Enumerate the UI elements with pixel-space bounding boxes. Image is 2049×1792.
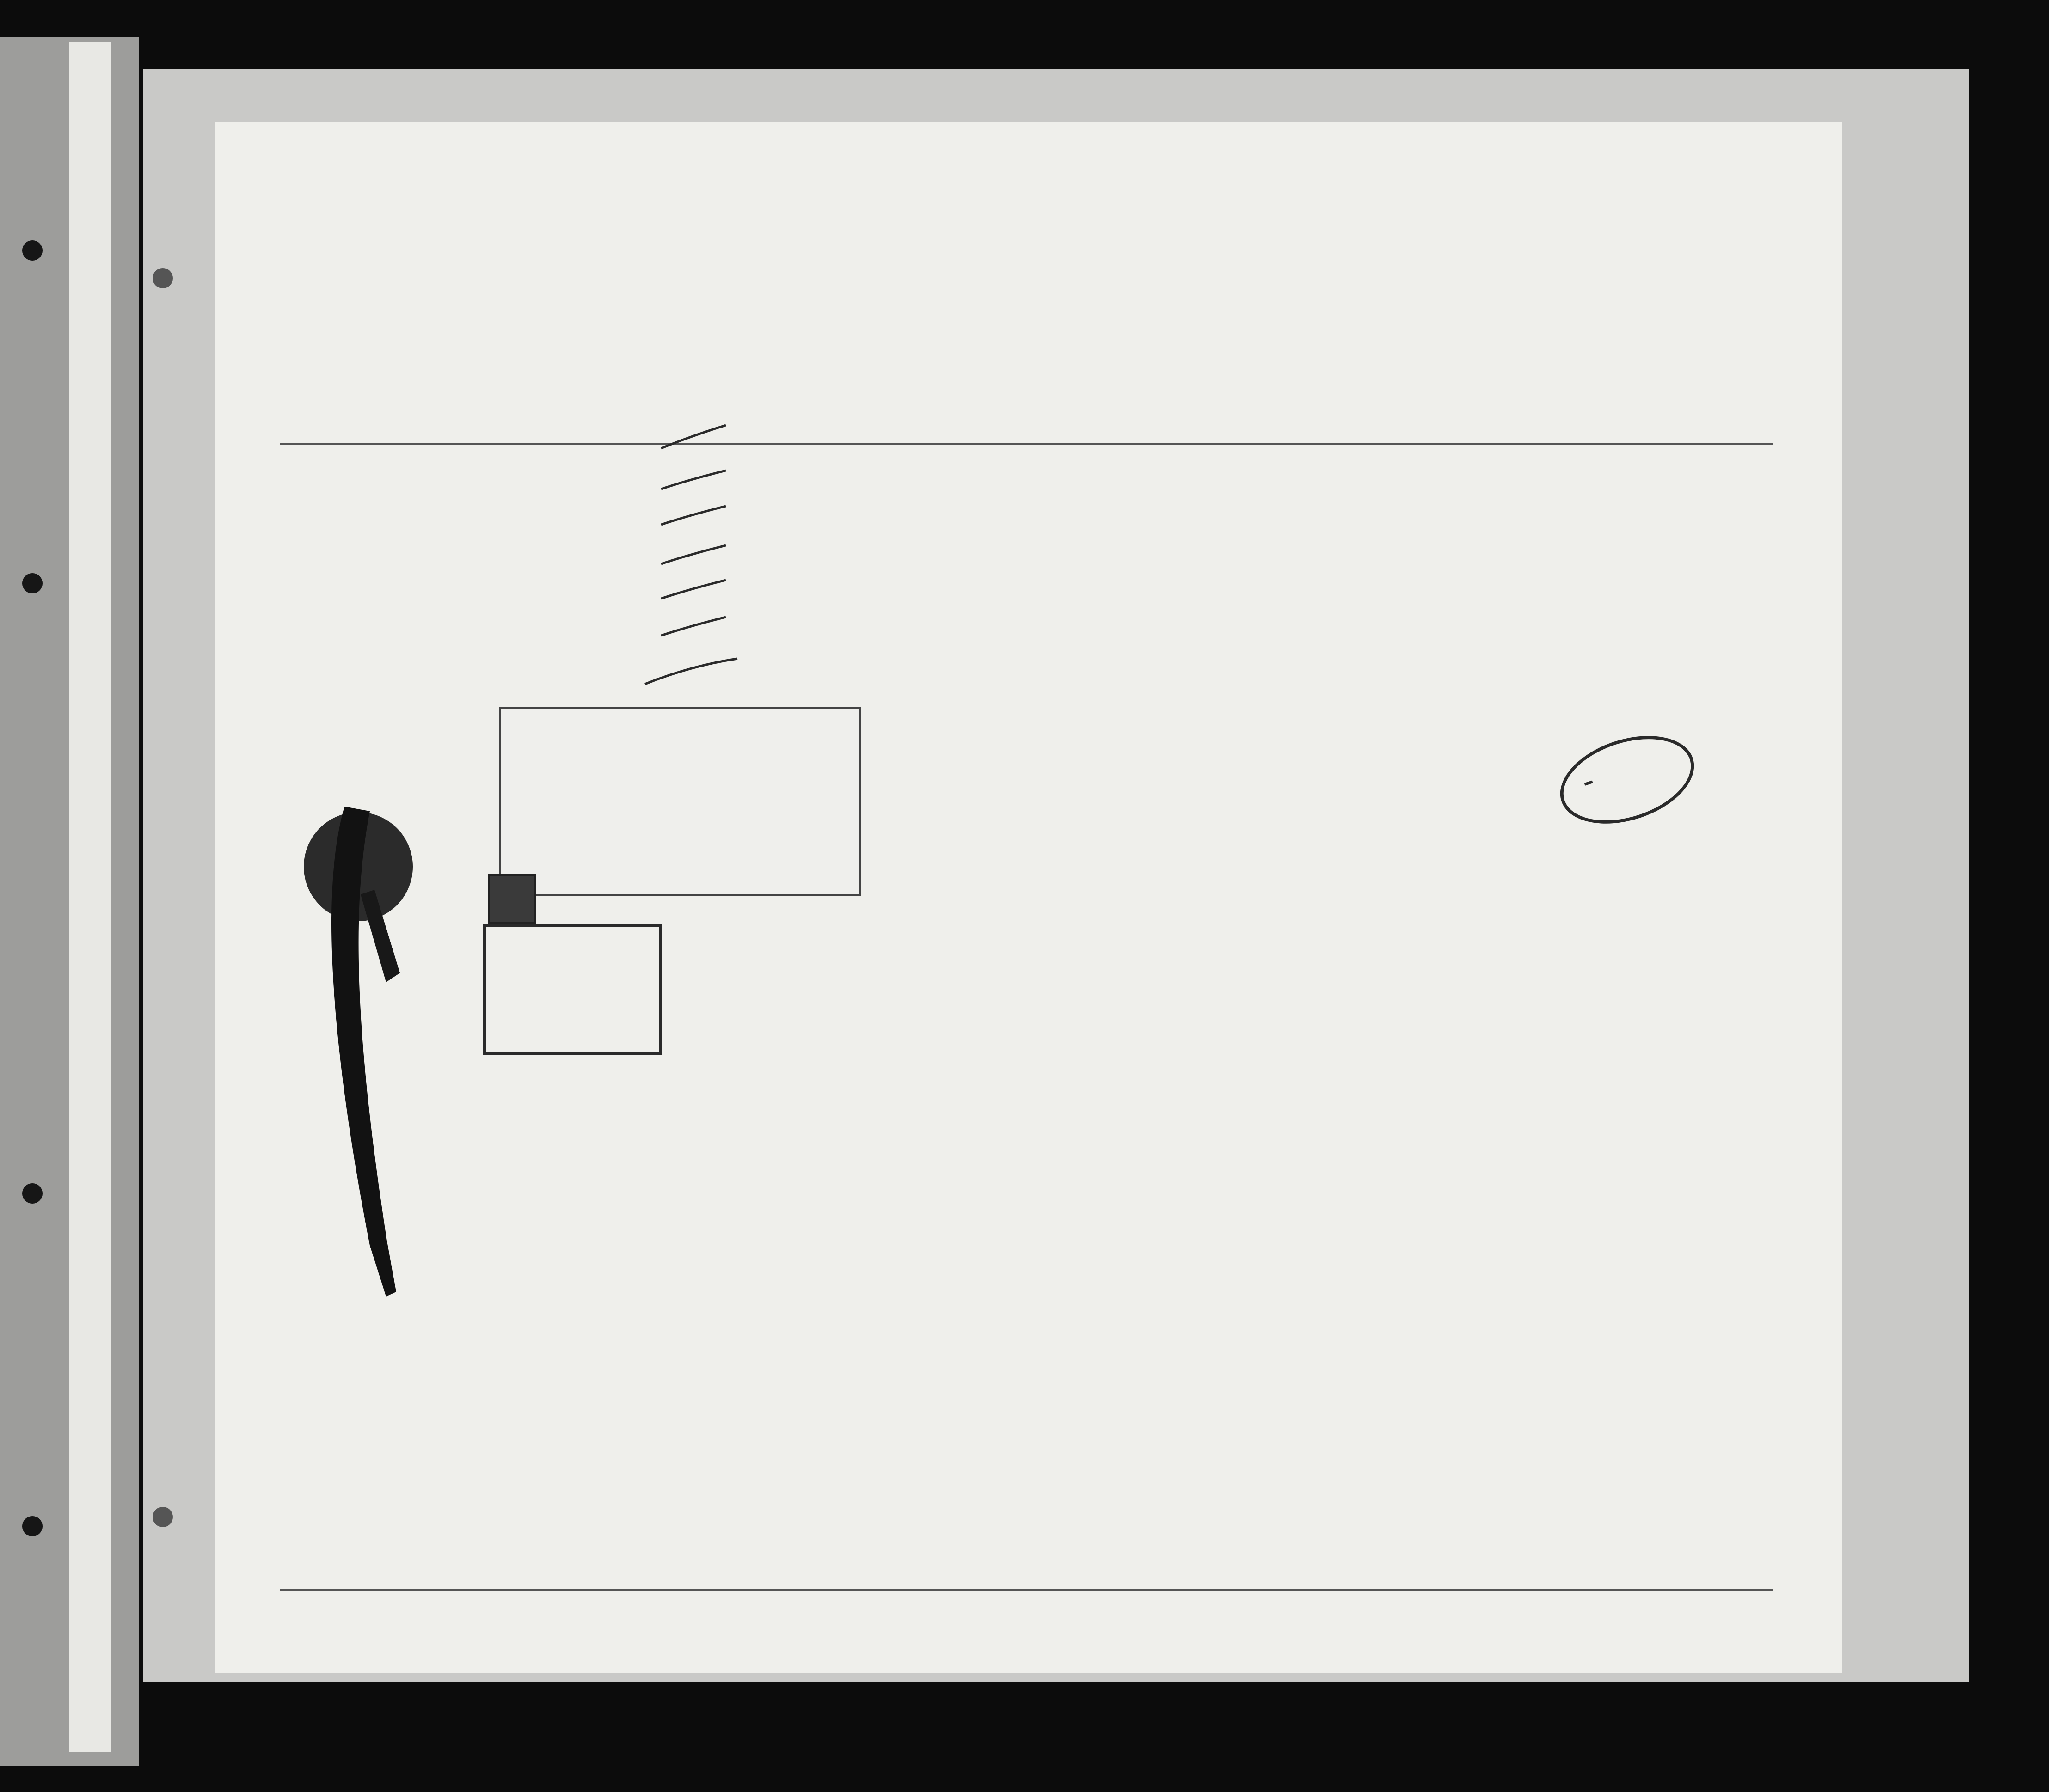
- oval-stamp-date: [1584, 780, 1593, 785]
- fee-revenue-stamp: [488, 874, 536, 924]
- grid-lines: [215, 122, 1842, 1673]
- consulate-date-stamp: [483, 924, 662, 1055]
- punch-hole: [153, 268, 173, 288]
- consulate-visa-stamp: [499, 707, 861, 896]
- binder-strip: [69, 42, 111, 1752]
- punch-hole: [22, 1516, 43, 1536]
- punch-hole: [153, 1507, 173, 1527]
- manifest-sheet: [215, 122, 1842, 1673]
- punch-hole: [22, 1183, 43, 1204]
- wax-seal: [275, 779, 442, 1435]
- punch-hole: [22, 573, 43, 593]
- punch-hole: [22, 240, 43, 261]
